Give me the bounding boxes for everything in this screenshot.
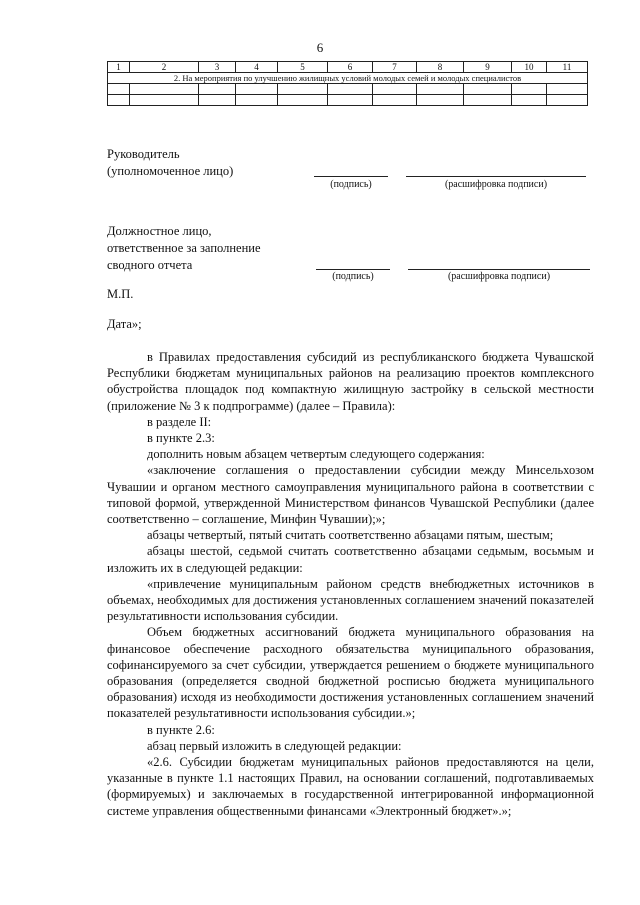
- table-cell: [512, 84, 547, 95]
- paragraph: дополнить новым абзацем четвертым следующего содержания:: [147, 447, 485, 462]
- table-cell: [547, 95, 588, 106]
- column-number: 1: [108, 62, 130, 73]
- head-label-line-1: Руководитель: [107, 147, 180, 161]
- table-cell: [512, 95, 547, 106]
- table-cell: [130, 84, 199, 95]
- table-cell: [464, 95, 512, 106]
- paragraph: абзацы четвертый, пятый считать соответственно абзацами пятым, шестым;: [147, 528, 554, 543]
- paragraph: в пункте 2.3:: [147, 431, 215, 446]
- table-row: [108, 95, 588, 106]
- table-cell: [278, 95, 328, 106]
- head-decoding-line: [406, 176, 586, 177]
- table-cell: [236, 84, 278, 95]
- paragraph: «2.6. Субсидии бюджетам муниципальных районов предоставляются на цели, указанные в пункте 1.1 настоящих Правил, на основании соглашений, подготавливаемых (формируемых) и заключаемых в государственной интегрированной информационной системе управления общественными финансами «Электронный бюджет».»;: [107, 755, 594, 818]
- table-cell: [464, 84, 512, 95]
- official-signature-label: [107, 223, 261, 274]
- table-cell: [108, 84, 130, 95]
- table-cell: [373, 95, 417, 106]
- table-cell: [278, 84, 328, 95]
- table-cell: [417, 95, 464, 106]
- column-number: 5: [278, 62, 328, 73]
- column-number: 4: [236, 62, 278, 73]
- paragraph: в разделе II:: [147, 414, 212, 429]
- official-label-line-2: ответственное за заполнение: [107, 241, 261, 255]
- table-cell: [328, 84, 373, 95]
- column-number: 3: [199, 62, 236, 73]
- column-number: 6: [328, 62, 373, 73]
- table-header-row: [108, 62, 588, 73]
- paragraph: «заключение соглашения о предоставлении субсидии между Минсельхозом Чувашии и органом местного самоуправления муниципального района в соответствии с типовой формой, утвержденной Министерством финансов Чувашской Республики (далее соответственно – соглашение, Минфин Чувашии);»;: [107, 463, 594, 527]
- official-label-line-1: Должностное лицо,: [107, 224, 212, 238]
- official-signature-line: [316, 269, 390, 270]
- head-signature-label: [107, 146, 233, 180]
- table-section-row: [108, 73, 588, 84]
- page-number: 6: [316, 40, 324, 55]
- report-table: [107, 61, 588, 106]
- decoding-caption: (расшифровка подписи): [447, 271, 551, 282]
- column-number: 11: [547, 62, 588, 73]
- head-label-line-2: (уполномоченное лицо): [107, 164, 234, 178]
- paragraph: в Правилах предоставления субсидий из республиканского бюджета Чувашской Республики бюджетам муниципальных районов на реализацию проектов комплексного обустройства площадок под компактную жилищную застройку в сельской местности (приложение № 3 к подпрограмме) (далее – Правила):: [107, 350, 594, 413]
- column-number: 9: [464, 62, 512, 73]
- column-number: 2: [130, 62, 199, 73]
- signature-caption: (подпись): [330, 179, 372, 190]
- head-signature-line: [314, 176, 388, 177]
- paragraph: в пункте 2.6:: [147, 722, 215, 737]
- table-cell: [108, 95, 130, 106]
- official-label-line-3: сводного отчета: [107, 258, 193, 272]
- column-number: 7: [373, 62, 417, 73]
- paragraph: абзацы шестой, седьмой считать соответственно абзацами седьмым, восьмым и изложить их в следующей редакции:: [107, 544, 594, 575]
- paragraph: абзац первый изложить в следующей редакции:: [147, 738, 402, 753]
- table-row: [108, 84, 588, 95]
- table-cell: [417, 84, 464, 95]
- table-cell: [373, 84, 417, 95]
- paragraph: Объем бюджетных ассигнований бюджета муниципального образования на финансовое обеспечение расходного обязательства муниципального образования, софинансируемого за счет субсидии, утверждается решением о бюджете муниципального образования (определяется сводной бюджетной росписью бюджета муниципального образования) исходя из необходимости достижения установленных соглашением значений показателей результативности использования субсидии.»;: [107, 625, 594, 721]
- paragraph: «привлечение муниципальным районом средств внебюджетных источников в объемах, необходимых для достижения установленных соглашением значений показателей результативности использования субсидии.: [107, 576, 594, 624]
- date-line: Дата»;: [107, 317, 142, 331]
- table-cell: [236, 95, 278, 106]
- table-cell: [547, 84, 588, 95]
- amendment-text: [107, 349, 594, 819]
- table-cell: [130, 95, 199, 106]
- official-decoding-line: [408, 269, 590, 270]
- section-caption: 2. На мероприятия по улучшению жилищных условий молодых семей и молодых специалистов: [108, 73, 588, 84]
- table-cell: [199, 95, 236, 106]
- decoding-caption: (расшифровка подписи): [444, 179, 548, 190]
- table-cell: [328, 95, 373, 106]
- column-number: 10: [512, 62, 547, 73]
- column-number: 8: [417, 62, 464, 73]
- signature-caption: (подпись): [332, 271, 374, 282]
- table-cell: [199, 84, 236, 95]
- seal-mark: М.П.: [107, 287, 134, 301]
